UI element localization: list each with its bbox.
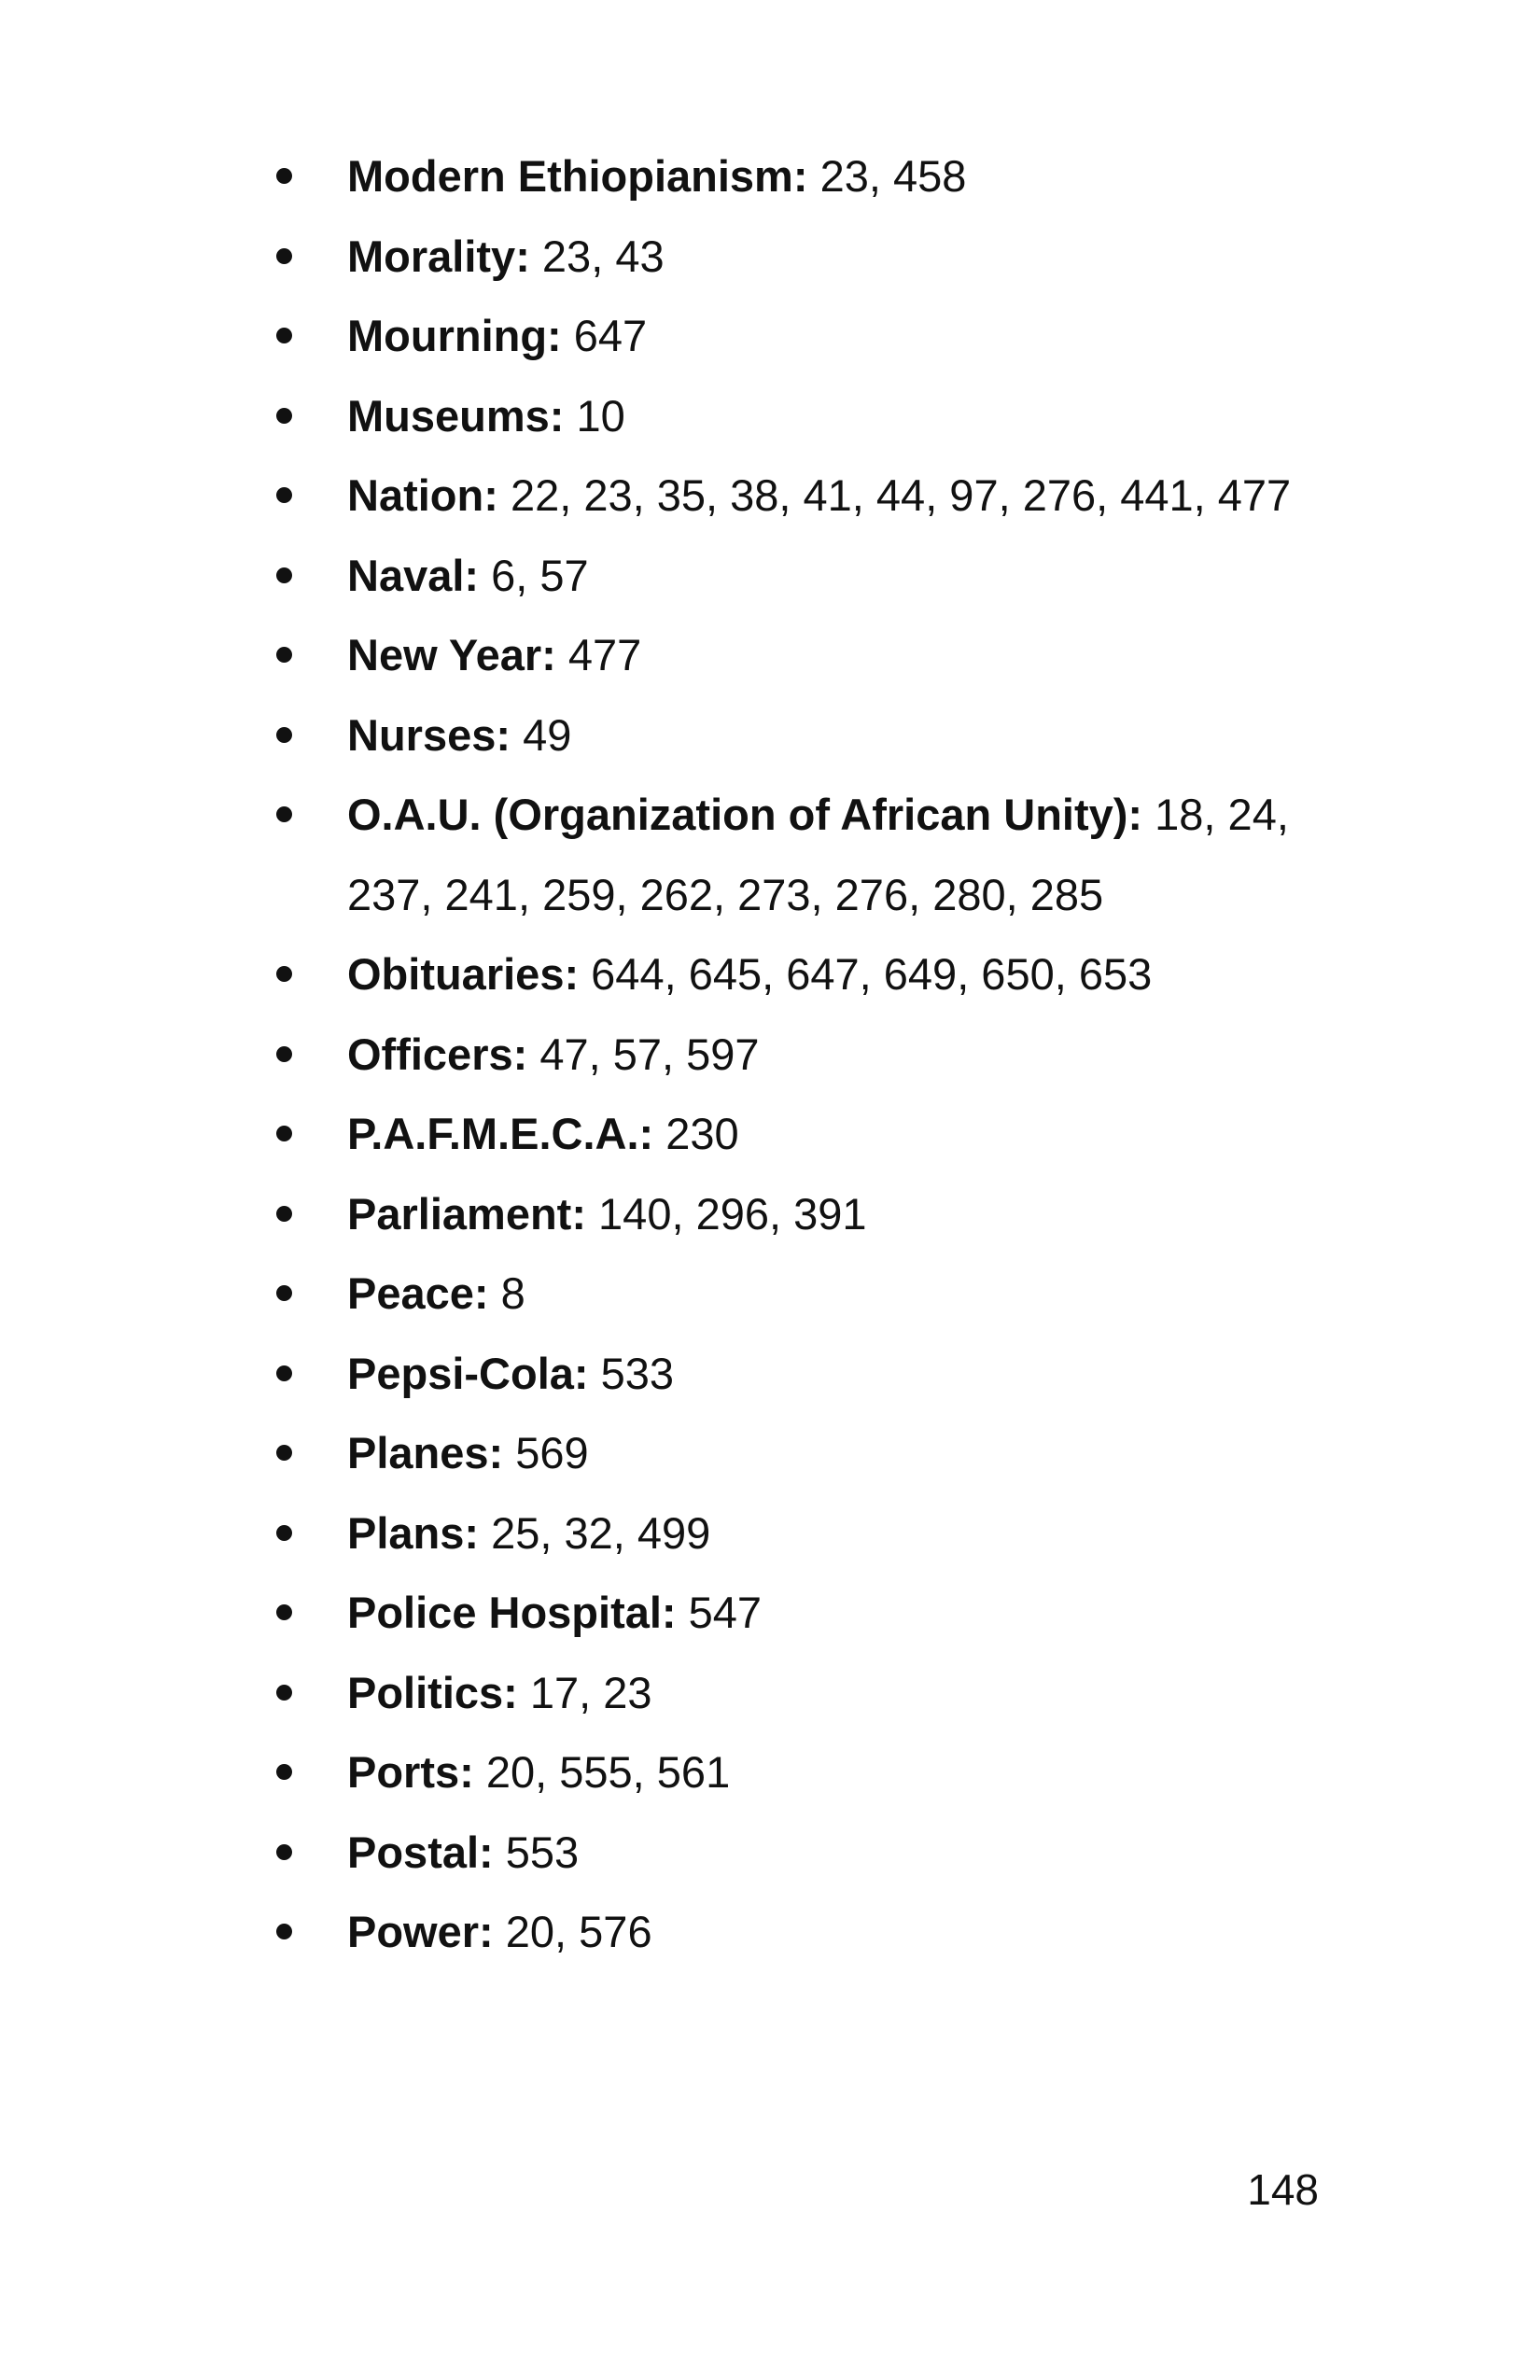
- index-entry: [276, 1813, 1294, 1893]
- index-pages: 23, 458: [819, 151, 967, 201]
- bullet-icon: [276, 1126, 292, 1141]
- index-term: O.A.U. (Organization of African Unity):: [347, 790, 1143, 839]
- index-entry: [276, 1334, 1294, 1414]
- index-pages: 547: [688, 1588, 763, 1637]
- index-term: Ports:: [347, 1747, 474, 1797]
- page-number: 148: [1247, 2165, 1319, 2214]
- index-term: Officers:: [347, 1029, 528, 1079]
- index-entry: [276, 217, 1294, 297]
- index-term: Nation:: [347, 470, 498, 520]
- index-entry: [276, 775, 1294, 934]
- bullet-icon: [276, 1285, 292, 1301]
- index-term: Plans:: [347, 1507, 480, 1558]
- index-entry: [276, 1573, 1294, 1653]
- index-pages: 569: [515, 1428, 589, 1477]
- bullet-icon: [276, 1445, 292, 1461]
- index-pages: 644, 645, 647, 649, 650, 653: [591, 949, 1153, 999]
- index-entry: [276, 1493, 1294, 1574]
- index-pages: 20, 576: [505, 1907, 652, 1956]
- index-entry: [276, 1094, 1294, 1174]
- index-entry: [276, 1732, 1294, 1813]
- bullet-icon: [276, 408, 292, 424]
- index-term: Police Hospital:: [347, 1588, 677, 1637]
- bullet-icon: [276, 567, 292, 583]
- index-entry: [276, 934, 1294, 1015]
- bullet-icon: [276, 727, 292, 743]
- bullet-icon: [276, 328, 292, 343]
- index-pages: 6, 57: [491, 550, 589, 600]
- index-entry: [276, 1653, 1294, 1733]
- index-entry: [276, 1174, 1294, 1254]
- bullet-icon: [276, 1604, 292, 1620]
- index-entry: [276, 1253, 1294, 1334]
- index-pages: 20, 555, 561: [485, 1747, 731, 1797]
- index-term: Pepsi-Cola:: [347, 1348, 589, 1398]
- index-pages: 647: [573, 311, 648, 360]
- index-term: Naval:: [347, 550, 480, 600]
- index-entry: [276, 536, 1294, 616]
- index-term: Morality:: [347, 231, 530, 281]
- index-term: Politics:: [347, 1667, 518, 1717]
- index-pages: 553: [505, 1827, 580, 1877]
- index-pages: 230: [665, 1109, 739, 1158]
- index-entry: [276, 455, 1294, 536]
- bullet-icon: [276, 1764, 292, 1780]
- index-pages: 47, 57, 597: [539, 1029, 760, 1079]
- index-term: New Year:: [347, 630, 556, 679]
- index-pages: 140, 296, 391: [598, 1188, 867, 1239]
- bullet-icon: [276, 1525, 292, 1541]
- index-term: Power:: [347, 1907, 494, 1956]
- bullet-icon: [276, 1046, 292, 1062]
- index-term: Peace:: [347, 1268, 489, 1318]
- index-term: Mourning:: [347, 311, 562, 360]
- index-pages: 8: [500, 1268, 525, 1318]
- index-entry: [276, 615, 1294, 695]
- index-pages: 23, 43: [541, 231, 665, 281]
- bullet-icon: [276, 1685, 292, 1701]
- index-list: [276, 136, 1294, 1972]
- bullet-icon: [276, 1365, 292, 1381]
- index-pages: 25, 32, 499: [491, 1507, 711, 1558]
- index-entry: [276, 136, 1294, 217]
- bullet-icon: [276, 487, 292, 503]
- index-term: P.A.F.M.E.C.A.:: [347, 1109, 654, 1158]
- index-term: Obituaries:: [347, 949, 580, 999]
- bullet-icon: [276, 168, 292, 184]
- index-pages: 533: [600, 1348, 675, 1398]
- index-entry: [276, 695, 1294, 776]
- index-term: Modern Ethiopianism:: [347, 151, 808, 201]
- bullet-icon: [276, 647, 292, 663]
- index-entry: [276, 1015, 1294, 1095]
- index-entry: [276, 1892, 1294, 1972]
- index-pages: 477: [567, 630, 642, 679]
- index-pages: 18, 24, 237, 241, 259, 262, 273, 276, 280, 285: [347, 790, 1289, 919]
- bullet-icon: [276, 966, 292, 982]
- index-pages: 17, 23: [529, 1667, 652, 1717]
- index-entry: [276, 376, 1294, 456]
- bullet-icon: [276, 1844, 292, 1860]
- index-pages: 22, 23, 35, 38, 41, 44, 97, 276, 441, 477: [510, 470, 1292, 520]
- bullet-icon: [276, 806, 292, 822]
- index-term: Planes:: [347, 1428, 504, 1477]
- index-entry: [276, 296, 1294, 376]
- bullet-icon: [276, 1924, 292, 1939]
- index-term: Parliament:: [347, 1188, 586, 1239]
- bullet-icon: [276, 248, 292, 264]
- index-term: Postal:: [347, 1827, 494, 1877]
- index-term: Museums:: [347, 390, 565, 441]
- index-pages: 10: [576, 390, 625, 441]
- index-entry: [276, 1413, 1294, 1493]
- index-term: Nurses:: [347, 709, 511, 760]
- index-pages: 49: [523, 709, 572, 760]
- bullet-icon: [276, 1206, 292, 1222]
